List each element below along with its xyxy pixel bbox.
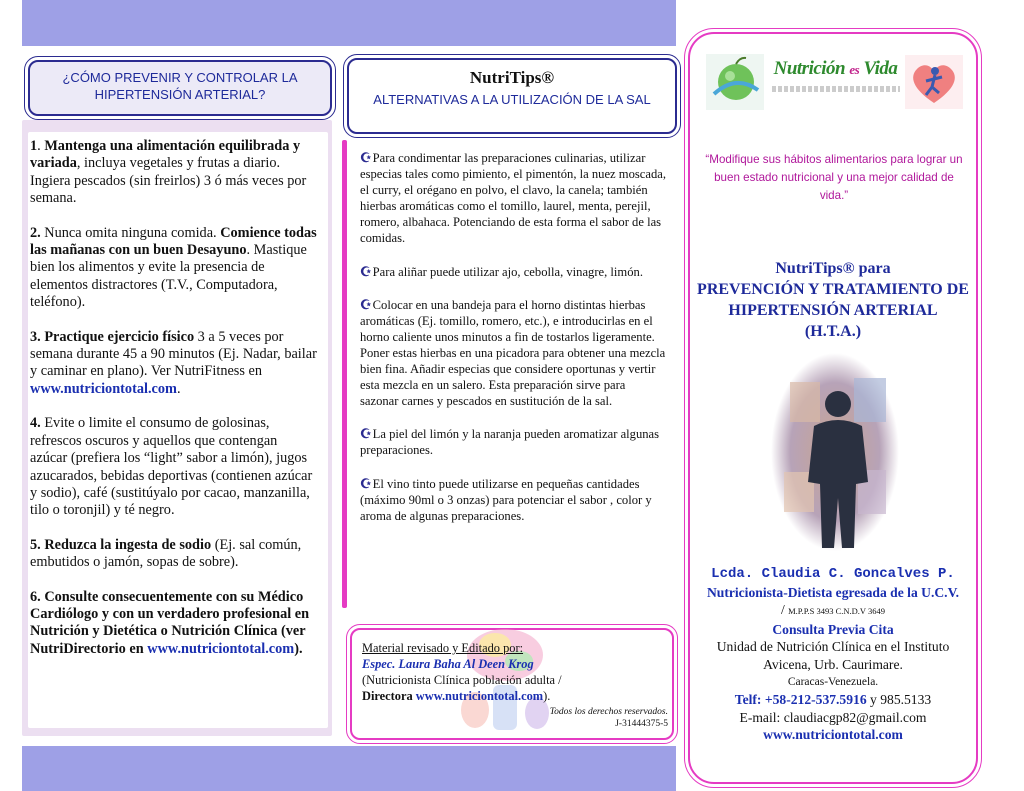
human-silhouette-collage [770, 352, 900, 552]
salt-item-5: ☪El vino tinto puede utilizarse en pequeñas cantidades (máximo 90ml o 3 onzas) para potenciar el sabor , color y aroma de algunas preparaciones. [360, 475, 652, 523]
motivational-quote: “Modifique sus hábitos alimentarios para lograr un buen estado nutricional y una mejor calidad de vida.” [705, 153, 963, 202]
brochure-title: NutriTips® para PREVENCIÓN Y TRATAMIENTO DE HIPERTENSIÓN ARTERIAL (H.T.A.) [697, 260, 969, 340]
moon-bullet-icon: ☪ [360, 475, 372, 491]
nutritips-header-box [347, 58, 677, 134]
credit-text: Material revisado y Editado por: Espec. Laura Baha Al Deen Krog (Nutricionista Clínica población adulta / Directora www.nutriciontotal.com). Todos los derechos reservados. J-31444375-5 [362, 641, 668, 729]
website-link[interactable]: www.nutriciontotal.com [763, 727, 903, 743]
tip-4: 4. Evite o limite el consumo de golosinas, refrescos oscuros y aquellos que contengan azúcar (prefiera los “light” sabor a limón), jugos azucarados, bebidas deportivas (contienen azúcar y sodio), café (sustitúyalo por cacao, manzanilla, tilo o toronjil) y té negro. [30, 415, 313, 519]
website-link[interactable]: www.nutriciontotal.com [30, 380, 177, 397]
director-website-link[interactable]: www.nutriciontotal.com [415, 689, 544, 703]
moon-bullet-icon: ☪ [360, 296, 372, 312]
nutritips-title: NutriTips® [469, 68, 555, 87]
brand-logo-text: Nutrición es Vida [773, 58, 898, 79]
nutritionist-name: Lcda. Claudia C. Goncalves P. [711, 566, 955, 582]
tip-6: 6. Consulte consecuentemente con su Médico Cardiólogo y con un verdadero profesional en Nutrición y Dietética o Nutrición Clínica (ver NutriDirectorio en www.nutriciontotal.com). [30, 588, 310, 657]
phone-number[interactable]: Telf: +58-212-537.5916 [734, 692, 867, 708]
tip-5: 5. Reduzca la ingesta de sodio (Ej. sal común, embutidos o jamón, sopas de sobre). [30, 536, 302, 571]
nutritips-subtitle: ALTERNATIVAS A LA UTILIZACIÓN DE LA SAL [373, 92, 651, 107]
salt-alternatives-list [360, 150, 666, 541]
moon-bullet-icon: ☪ [360, 263, 372, 279]
contact-info: Lcda. Claudia C. Goncalves P. Nutricionista-Dietista egresada de la U.C.V. / M.P.P.S 3493 C.N.D.V 3649 Consulta Previa Cita Unidad de Nutrición Clínica en el Instituto Avicena, Urb. Caurimare. Caracas-Venezuela. Telf: +58-212-537.5916 y 985.5133 E-mail: claudiacgp82@gmail.com www.nutriciontotal.com [695, 566, 971, 744]
moon-bullet-icon: ☪ [360, 426, 372, 442]
salt-item-4: ☪La piel del limón y la naranja pueden aromatizar algunas preparaciones. [360, 426, 660, 458]
tip-2: 2. Nunca omita ninguna comida. Comience todas las mañanas con un buen Desayuno. Mastique bien los alimentos y evite la presencia de elementos distractores (T.V., Computadora, teléfono). [30, 224, 317, 311]
email-address[interactable]: E-mail: claudiacgp82@gmail.com [739, 709, 927, 725]
tip-3: 3. Practique ejercicio físico 3 a 5 veces por semana durante 45 a 90 minutos (Ej. Nadar, bailar y caminar en plano). Ver NutriFitness en www.nutriciontotal.com. [30, 328, 317, 397]
question-box [28, 60, 332, 116]
heart-runner-logo-icon [905, 55, 963, 109]
magenta-divider [342, 140, 347, 608]
website-link[interactable]: www.nutriciontotal.com [147, 640, 295, 657]
apple-tape-logo-icon [706, 54, 764, 110]
top-band [22, 0, 676, 46]
question-heading: ¿CÓMO PREVENIR Y CONTROLAR LA HIPERTENSIÓN ARTERIAL? [62, 70, 298, 102]
bottom-band [22, 746, 676, 791]
moon-bullet-icon: ☪ [360, 150, 372, 165]
salt-item-1: ☪Para condimentar las preparaciones culinarias, utilizar especias tales como pimiento, el pimentón, la nuez moscada, el curry, el orégano en polvo, el clavo, la canela; también hierbas aromáticas como el tomillo, laurel, menta, perejil, romero, albahaca. Potenciando de esta forma el sabor de las comidas. [360, 150, 667, 246]
salt-item-3: ☪Colocar en una bandeja para el horno distintas hierbas aromáticas (Ej. tomillo, romero, etc.), e introducirlas en el horno caliente unos minutos a fin de tostarlos ligeramente. Poner estas hierbas en una picadora para obtener una mezcla bien fina. Añadir especias que considere oportunas y vertir esta mezcla en un salero. Esta preparación sirve para sazonar carnes y pescados en sustitución de la sal. [360, 296, 666, 409]
tip-1: 1. Mantenga una alimentación equilibrada y variada, incluya vegetales y frutas a diario. Ingiera pescados (sin freirlos) 3 ó más veces por semana. [30, 138, 307, 207]
registration-code: J-31444375-5 [615, 719, 668, 729]
salt-item-2: ☪Para aliñar puede utilizar ajo, cebolla, vinagre, limón. [360, 263, 643, 279]
tips-list [30, 138, 318, 675]
author-name: Espec. Laura Baha Al Deen Krog [362, 657, 534, 671]
brand-reflection [772, 86, 900, 92]
